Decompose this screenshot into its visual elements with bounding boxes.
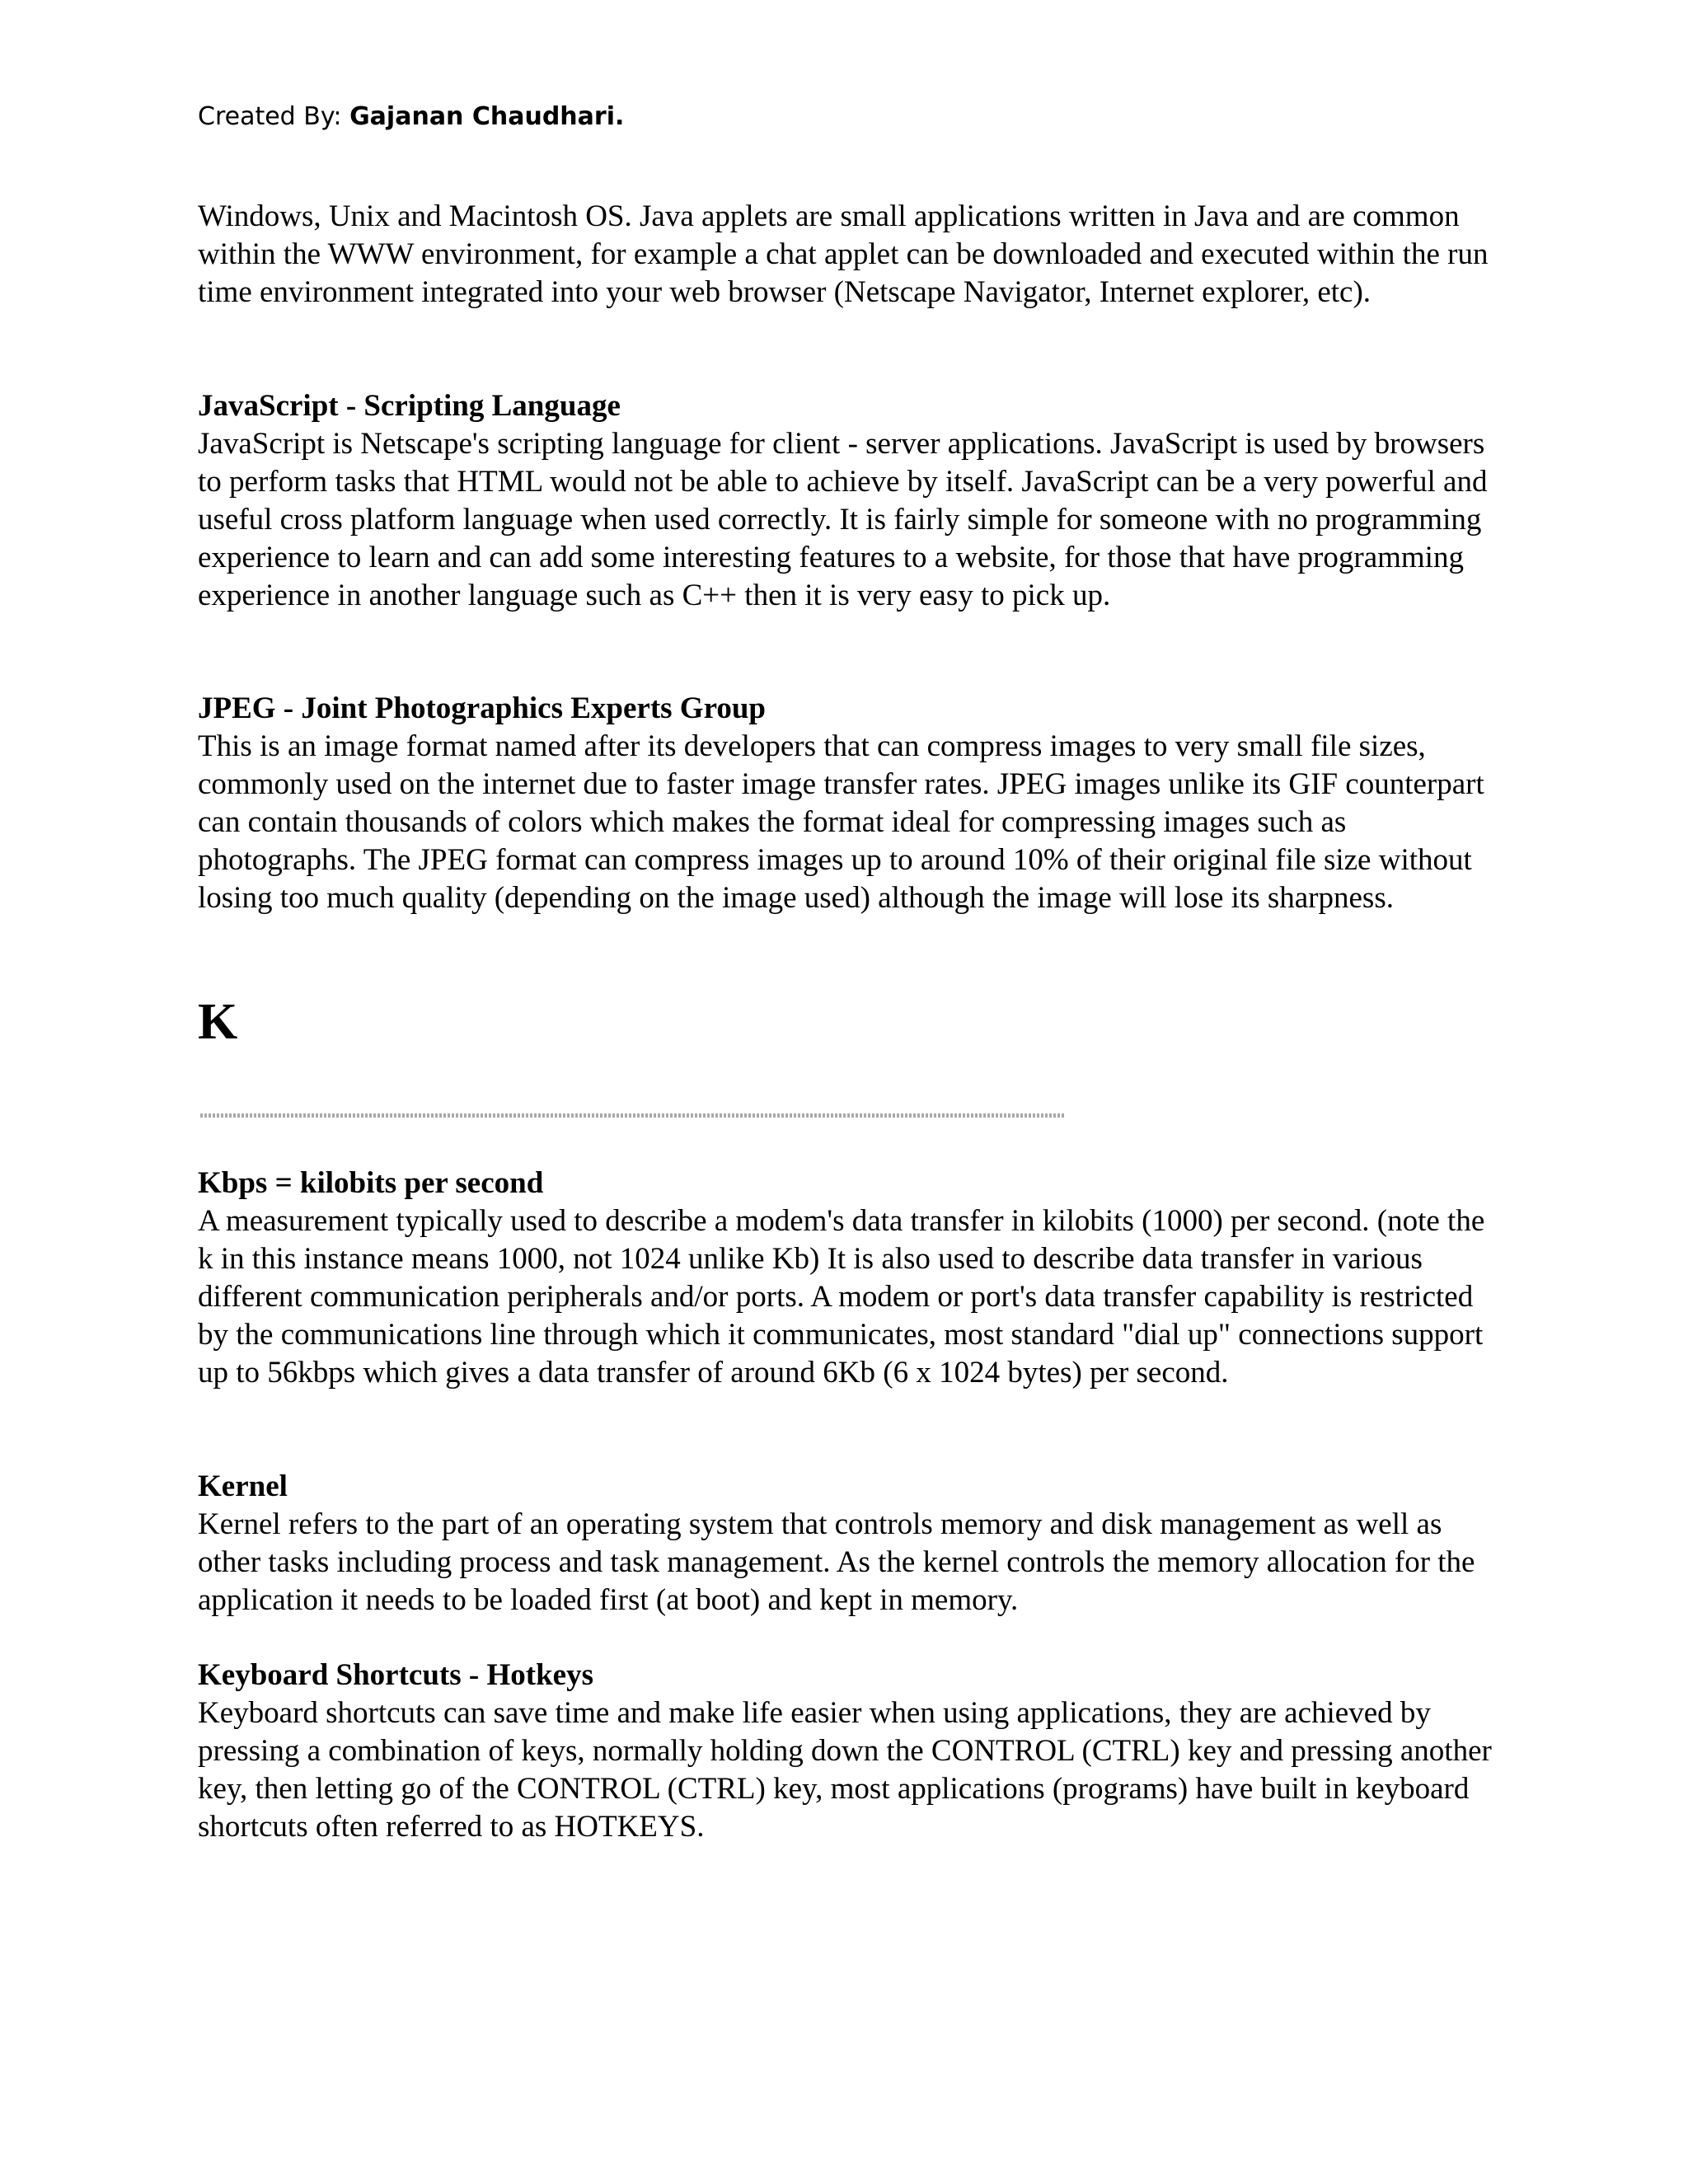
glossary-entry <box>198 1657 1500 1846</box>
entry-term: JavaScript - Scripting Language <box>198 389 621 423</box>
section-divider <box>200 1113 1066 1118</box>
glossary-entry <box>198 1165 1500 1392</box>
entry-definition: A measurement typically used to describe a modem's data transfer in kilobits (1000) per second. (note the k in this instance means 1000, not 1024 unlike Kb) It is also used to describe data transfer in various different communication peripherals and/or ports. A modem or port's data transfer capability is restricted by the communications line through which it communicates, most standard "dial up" connections support up to 56kbps which gives a data transfer of around 6Kb (6 x 1024 bytes) per second. <box>198 1204 1485 1390</box>
entry-term: Keyboard Shortcuts - Hotkeys <box>198 1658 593 1692</box>
header-label: Created By: <box>198 102 350 131</box>
section-letter-heading: K <box>198 994 238 1050</box>
entry-definition: JavaScript is Netscape's scripting language for client - server applications. JavaScript is used by browsers to perform tasks that HTML would not be able to achieve by itself. JavaScript can be a very powerful and useful cross platform language when used correctly. It is fairly simple for someone with no programming experience to learn and can add some interesting features to a website, for those that have programming experience in another language such as C++ then it is very easy to pick up. <box>198 427 1488 612</box>
glossary-entry <box>198 387 1500 615</box>
entry-definition: This is an image format named after its developers that can compress images to very small file sizes, commonly used on the internet due to faster image transfer rates. JPEG images unlike its GIF counterpart can contain thousands of colors which makes the format ideal for compressing images such as photographs. The JPEG format can compress images up to around 10% of their original file size without losing too much quality (depending on the image used) although the image will lose its sharpness. <box>198 729 1484 915</box>
intro-paragraph: Windows, Unix and Macintosh OS. Java applets are small applications written in Java and are common within the WWW environment, for example a chat applet can be downloaded and executed within the run time environment integrated into your web browser (Netscape Navigator, Internet explorer, etc). <box>198 199 1489 309</box>
glossary-entry <box>198 1468 1500 1619</box>
entry-term: Kernel <box>198 1469 288 1503</box>
page-header <box>198 102 624 132</box>
header-author: Gajanan Chaudhari. <box>349 102 625 131</box>
entry-definition: Kernel refers to the part of an operating system that controls memory and disk management as well as other tasks including process and task management. As the kernel controls the memory allocation for the application it needs to be loaded first (at boot) and kept in memory. <box>198 1507 1475 1617</box>
entry-definition: Keyboard shortcuts can save time and make life easier when using applications, they are achieved by pressing a combination of keys, normally holding down the CONTROL (CTRL) key and pressing another key, then letting go of the CONTROL (CTRL) key, most applications (programs) have built in keyboard shortcuts often referred to as HOTKEYS. <box>198 1696 1492 1844</box>
entry-term: Kbps = kilobits per second <box>198 1166 544 1200</box>
glossary-entry <box>198 690 1500 917</box>
entry-term: JPEG - Joint Photographics Experts Group <box>198 691 766 725</box>
